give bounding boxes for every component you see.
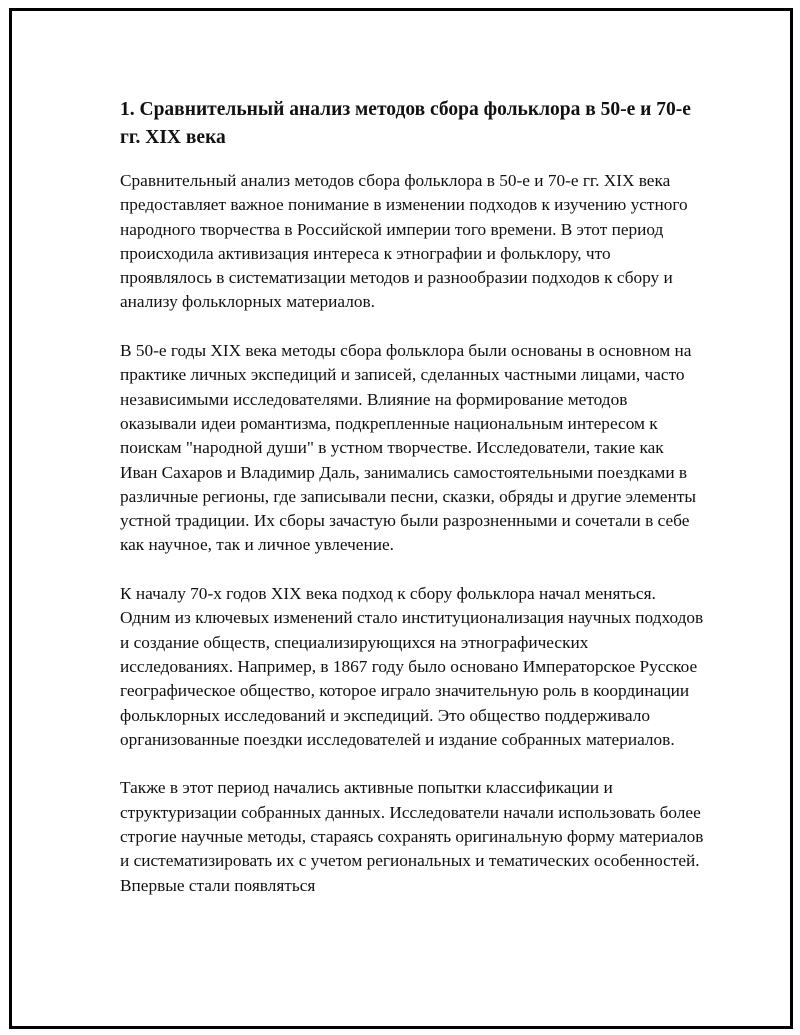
paragraph-3: К началу 70-х годов XIX века подход к сбору фольклора начал меняться. Одним из ключевых изменений стало институционализация научных подходов и создание обществ, специализирующихся на этнографических исследованиях. Например, в 1867 году было основано Императорское Русское географическое общество, которое играло значительную роль в координации фольклорных исследований и экспедиций. Это общество поддерживало организованные поездки исследователей и издание собранных материалов. xyxy=(120,584,704,749)
document-body xyxy=(120,96,705,898)
page-frame xyxy=(9,8,793,1029)
paragraph-1: Сравнительный анализ методов сбора фольклора в 50-е и 70-е гг. XIX века предоставляет важное понимание в изменении подходов к изучению устного народного творчества в Российской империи того времени. В этот период происходила активизация интереса к этнографии и фольклору, что проявлялось в систематизации методов и разнообразии подходов к сбору и анализу фольклорных материалов. xyxy=(120,171,688,312)
section-heading: 1. Сравнительный анализ методов сбора фольклора в 50-е и 70-е гг. XIX века xyxy=(120,99,691,148)
paragraph-2: В 50-е годы XIX века методы сбора фольклора были основаны в основном на практике личных экспедиций и записей, сделанных частными лицами, часто независимыми исследователями. Влияние на формирование методов оказывали идеи романтизма, подкрепленные национальным интересом к поискам "народной души" в устном творчестве. Исследователи, такие как Иван Сахаров и Владимир Даль, занимались самостоятельными поездками в различные регионы, где записывали песни, сказки, обряды и другие элементы устной традиции. Их сборы зачастую были разрозненными и сочетали в себе как научное, так и личное увлечение. xyxy=(120,341,696,555)
paragraph-4: Также в этот период начались активные попытки классификации и структуризации собранных данных. Исследователи начали использовать более строгие научные методы, стараясь сохранять оригинальную форму материалов и систематизировать их с учетом региональных и тематических особенностей. Впервые стали появляться xyxy=(120,778,704,895)
